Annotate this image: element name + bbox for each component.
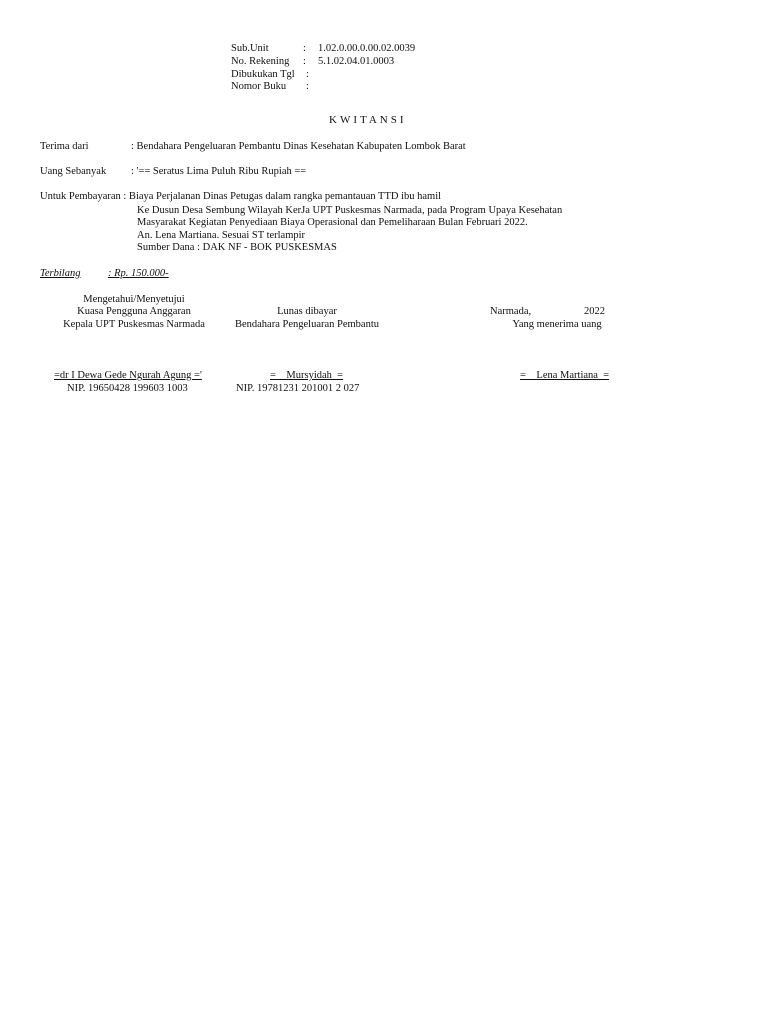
untuk-line-3: An. Lena Martiana. Sesuai ST terlampir (137, 230, 306, 241)
untuk-line-1: Ke Dusun Desa Sembung Wilayah KerJa UPT Puskesmas Narmada, pada Program Upaya Kesehatan (137, 205, 563, 216)
untuk-line-2: Masyarakat Kegiatan Penyediaan Biaya Operasional dan Pemeliharaan Bulan Februari 2022. (137, 217, 528, 228)
sign-left-line-2: Kuasa Pengguna Anggaran (77, 306, 191, 317)
terima-value: : Bendahara Pengeluaran Pembantu Dinas Kesehatan Kabupaten Lombok Barat (131, 141, 466, 152)
nomor-buku-colon: : (306, 81, 309, 92)
uang-value: : '== Seratus Lima Puluh Ribu Rupiah == (131, 166, 307, 177)
untuk-label: Untuk Pembayaran : Biaya Perjalanan Dinas Petugas dalam rangka pemantauan TTD ibu hamil (40, 191, 442, 202)
sign-left-name: =dr I Dewa Gede Ngurah Agung =' (54, 370, 202, 381)
sub-unit-colon: : (303, 43, 306, 54)
sign-mid-nip: NIP. 19781231 201001 2 027 (236, 383, 360, 394)
sign-left-nip: NIP. 19650428 199603 1003 (67, 383, 188, 394)
sign-right-name: = Lena Martiana = (520, 370, 610, 381)
uang-label: Uang Sebanyak (40, 166, 107, 177)
nomor-buku-label: Nomor Buku (231, 81, 287, 92)
sign-mid-line-2: Bendahara Pengeluaran Pembantu (234, 319, 380, 330)
sub-unit-value: 1.02.0.00.0.00.02.0039 (318, 43, 416, 54)
terima-label: Terima dari (40, 141, 89, 152)
untuk-line-4: Sumber Dana : DAK NF - BOK PUSKESMAS (137, 242, 337, 253)
terbilang-label: Terbilang (40, 268, 81, 279)
sign-right-year: 2022 (584, 306, 605, 317)
sign-mid-name: = Mursyidah = (270, 370, 344, 381)
dibukukan-label: Dibukukan Tgl (231, 69, 295, 80)
rekening-colon: : (303, 56, 306, 67)
terbilang-value: : Rp. 150.000- (108, 268, 169, 279)
rekening-value: 5.1.02.04.01.0003 (318, 56, 395, 67)
sign-left-line-1: Mengetahui/Menyetujui (83, 294, 185, 305)
sign-right-line-2: Yang menerima uang (512, 319, 602, 330)
sign-left-line-3: Kepala UPT Puskesmas Narmada (63, 319, 205, 330)
sub-unit-label: Sub.Unit (231, 43, 269, 54)
rekening-label: No. Rekening (231, 56, 290, 67)
document-title: KWITANSI (329, 114, 407, 126)
sign-mid-line-1: Lunas dibayar (277, 306, 337, 317)
dibukukan-colon: : (306, 69, 309, 80)
sign-right-place: Narmada, (490, 306, 532, 317)
